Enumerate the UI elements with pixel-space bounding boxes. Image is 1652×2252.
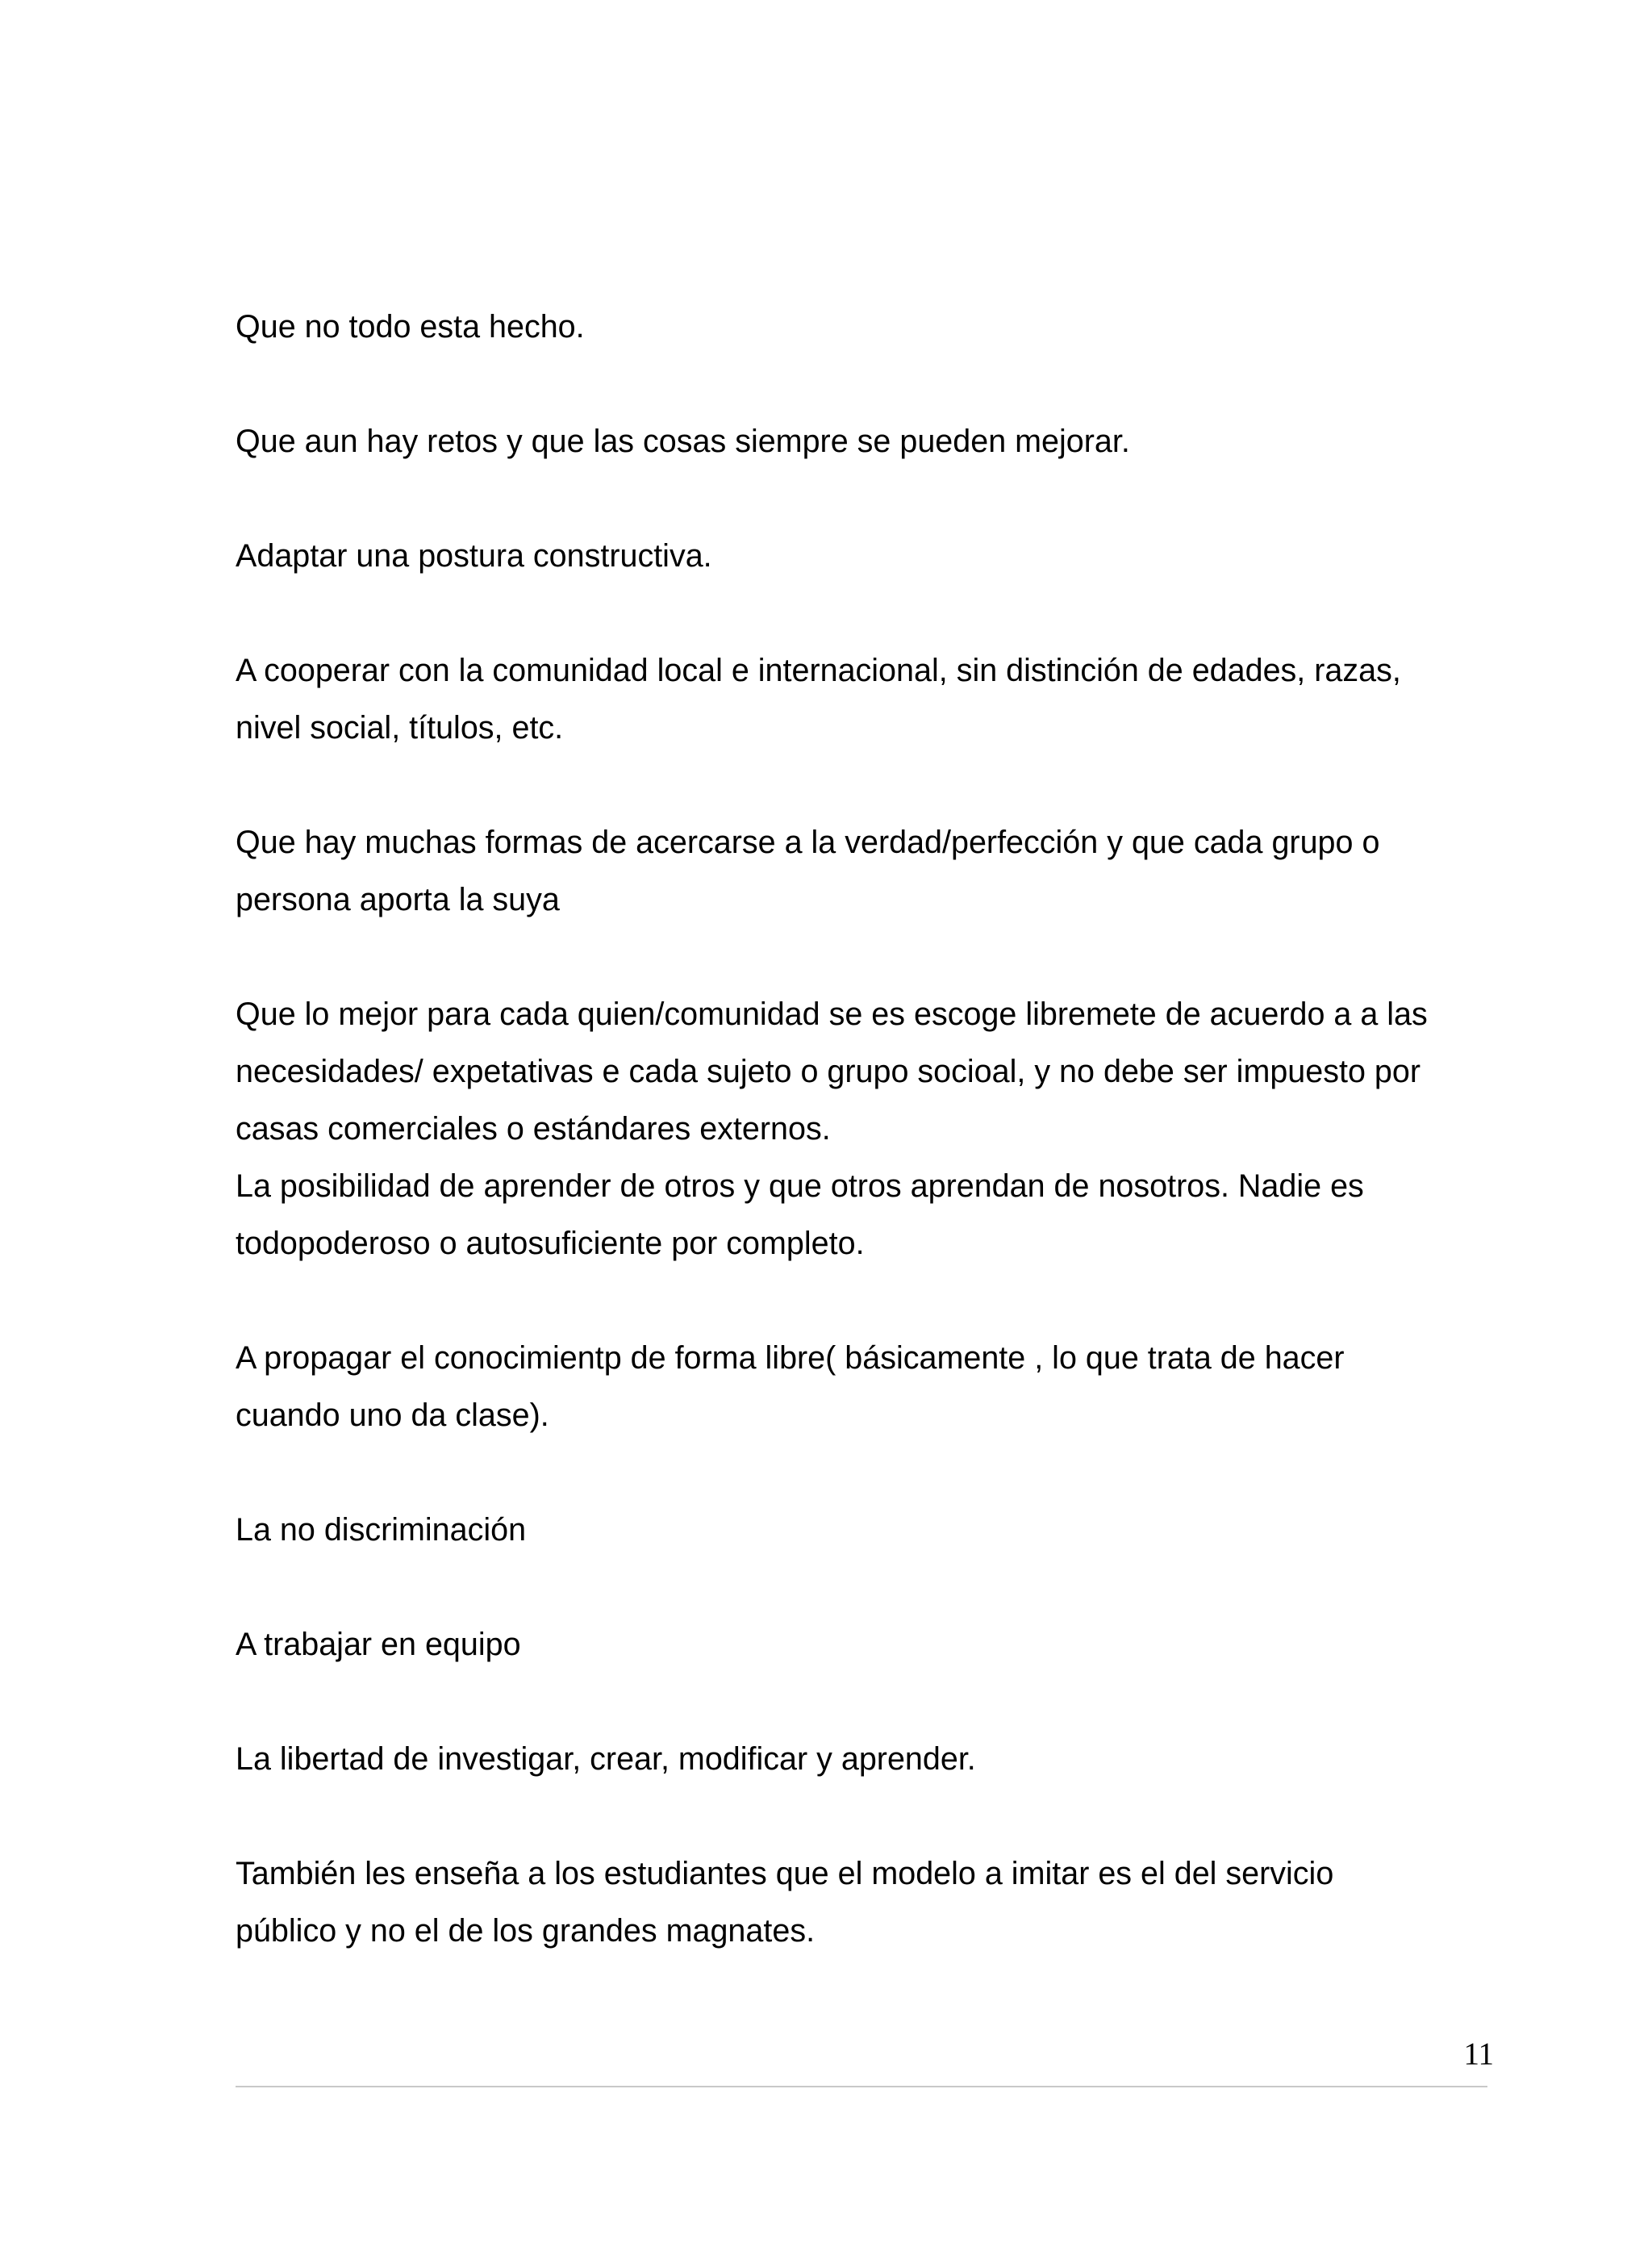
text-line: A cooperar con la comunidad local e internacional, sin distinción de edades, razas, — [236, 653, 1401, 688]
paragraph-gap — [236, 757, 1494, 814]
paragraph-gap — [236, 470, 1494, 528]
text-line: También les enseña a los estudiantes que el modelo a imitar es el del servicio — [236, 1856, 1334, 1891]
text-line: A trabajar en equipo — [236, 1627, 521, 1662]
text-line: Que aun hay retos y que las cosas siempre se pueden mejorar. — [236, 424, 1130, 459]
paragraph-gap — [236, 929, 1494, 986]
paragraph-gap — [236, 585, 1494, 642]
text-line: público y no el de los grandes magnates. — [236, 1913, 816, 1949]
text-line: persona aporta la suya — [236, 882, 560, 917]
text-line: Adaptar una postura constructiva. — [236, 538, 712, 574]
paragraph-gap — [236, 1444, 1494, 1502]
text-line: casas comerciales o estándares externos. — [236, 1111, 831, 1147]
text-line: nivel social, títulos, etc. — [236, 710, 564, 746]
paragraph-gap — [236, 1788, 1494, 1845]
footer-divider — [236, 2086, 1487, 2087]
text-line: cuando uno da clase). — [236, 1398, 549, 1433]
text-line: A propagar el conocimientp de forma libre( básicamente , lo que trata de hacer — [236, 1340, 1345, 1376]
text-line: La libertad de investigar, crear, modificar y aprender. — [236, 1741, 976, 1777]
text-line: Que hay muchas formas de acercarse a la verdad/perfección y que cada grupo o — [236, 825, 1380, 860]
text-line: Que no todo esta hecho. — [236, 309, 585, 345]
text-line: necesidades/ expetativas e cada sujeto o grupo socioal, y no debe ser impuesto por — [236, 1054, 1421, 1089]
text-line: Que lo mejor para cada quien/comunidad se es escoge libremete de acuerdo a a las — [236, 996, 1428, 1032]
paragraph-gap — [236, 1673, 1494, 1731]
paragraph-gap — [236, 356, 1494, 413]
text-line: La posibilidad de aprender de otros y que otros aprendan de nosotros. Nadie es — [236, 1168, 1364, 1204]
text-line: todopoderoso o autosuficiente por completo. — [236, 1226, 865, 1261]
text-line: La no discriminación — [236, 1512, 527, 1548]
page-number: 11 — [1463, 2037, 1494, 2071]
paragraph-gap — [236, 1272, 1494, 1330]
page-body — [236, 299, 1494, 1960]
paragraph-gap — [236, 1559, 1494, 1616]
